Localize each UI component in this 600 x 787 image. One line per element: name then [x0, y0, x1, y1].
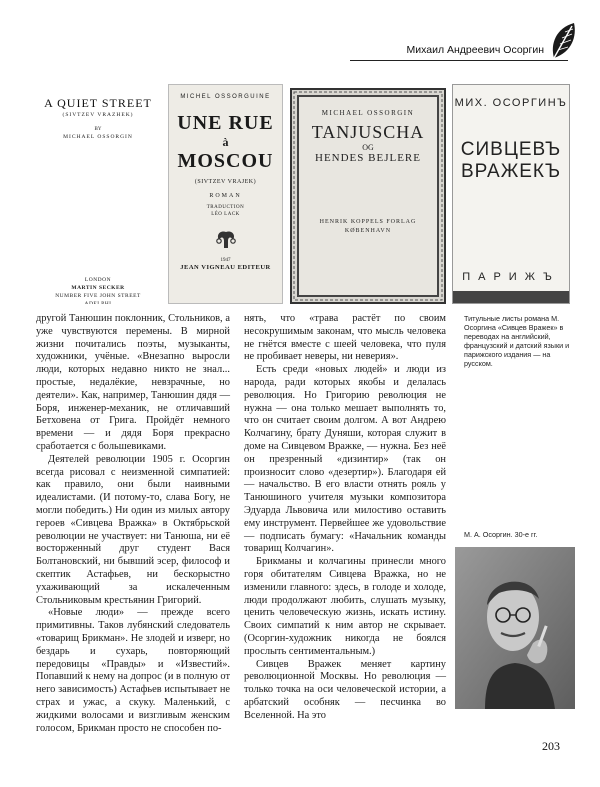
cover-english-city: LONDON: [84, 277, 112, 283]
cover-russian-title-2: ВРАЖЕКЪ: [460, 161, 562, 182]
header-rule: [350, 60, 568, 61]
cover-french-author: MICHEL OSSORGUINE: [180, 94, 271, 100]
cover-english-edition: [33, 84, 163, 304]
cover-english-publisher: MARTIN SECKER: [71, 285, 125, 291]
article-paragraph: «Новые люди» — прежде всего примитивны. Таков лубянский следователь «товарищ Брикман». Не злодей и изверг, но бездарь и сухарь, повторяющий передовицы «Правды» и «Известий». Попавший к нему на допрос (и в полную от него зависимость) Астафьев испытывает не страх и ужас, а скуку. Маленький, с жидкими волосами и визгливым женским голосом, Брикман просто не способен по-: [36, 607, 230, 734]
cover-french-translator: LÉO LACK: [211, 212, 240, 217]
cover-english-by: BY: [94, 127, 102, 132]
leaf-emblem-icon: [548, 20, 580, 62]
cover-french-publisher: JEAN VIGNEAU EDITEUR: [180, 264, 271, 271]
article-column-2: [244, 313, 446, 723]
page-number: 203: [542, 739, 560, 753]
cover-french-year: 1947: [220, 258, 231, 263]
cover-french-translation-label: TRADUCTION: [206, 205, 245, 210]
cover-danish-frame: [297, 95, 439, 297]
cover-danish-title: TANJUSCHA: [311, 122, 425, 142]
cover-english-place: ADELPHI: [84, 301, 112, 304]
cover-danish-publisher: HENRIK KOPPELS FORLAG: [319, 219, 417, 225]
cover-russian-edition: [452, 84, 570, 304]
cover-french-title-3: MOSCOU: [177, 150, 274, 172]
article-paragraph: Деятелей революции 1905 г. Осоргин всегда рисовал с неизменной симпатией: как правило, они были наивными идеалистами. (И потому-то, слава Богу, не могли победить.) Ни один из милых автору героев «Сивцева Вражка» в Октябрьской революции не участвует: ни Танюша, ни её восторженный друг студент Вася Болтановский, ни бывший эсер, философ и скептик Астафьев, ни бескорыстно ухаживающий за искалеченным Стольниковым крестьянин Григорий.: [36, 453, 230, 606]
cover-danish-title-2: HENDES BEJLERE: [315, 152, 421, 164]
article-column-1: [36, 313, 230, 735]
cover-english-author: MICHAEL OSSORGIN: [63, 134, 133, 140]
cover-french-subtitle: (SIVTZEV VRAJEK): [194, 179, 257, 185]
covers-caption: Титульные листы романа М. Осоргина «Сивцев Вражек» в переводах на английский, французский и датский языки и парижского издания — на русском.: [464, 314, 570, 368]
cover-danish-city: KØBENHAVN: [344, 228, 392, 234]
cover-french-title-2: à: [222, 135, 229, 149]
cover-french-edition: [168, 84, 283, 304]
cover-english-title: A QUIET STREET: [44, 96, 152, 110]
article-paragraph: другой Танюшин поклонник, Стольников, а уже чувствуются перемены. В мирной жизни почитались поэты, музыканты, художники, учёные. «Внезапно выросли люди, которых недавно никто не знал... простые, недалёкие, невзрачные, но деятели». Как, например, Танюшин дядя — Боря, инженер-механик, не отличавший Бетховена от Грига. Пройдёт немного времени — и дядя Боря прекрасно сработается с большевиками.: [36, 313, 230, 452]
running-header-author: Михаил Андреевич Осоргин: [406, 44, 544, 56]
cover-danish-author: MICHAEL OSSORGIN: [321, 109, 415, 117]
article-paragraph: нять, что «трава растёт по своим несокрушимым законам, что мысль человека не гнётся вместе с шеей человека, что пуля не пробивает неверы, ни неверия».: [244, 313, 446, 363]
article-paragraph: Брикманы и колчагины принесли много горя обитателям Сивцева Вражка, но не изменили главного: здесь, в голоде и холоде, люди продолжают любить, слушать музыку, ценить человеческую жизнь, искать истину. Своих симпатий к ним автор не скрывает. (Осоргин-художник никогда не боялся прослыть сентиментальным.): [244, 556, 446, 657]
cover-russian-title-1: СИВЦЕВЪ: [460, 139, 562, 160]
ram-emblem-icon: [211, 228, 241, 252]
photo-caption: М. А. Осоргин. 30-е гг.: [464, 530, 538, 539]
cover-danish-edition: [290, 88, 446, 304]
cover-danish-imprint: [299, 218, 437, 236]
cover-russian-city: ПАРИЖЪ: [462, 271, 560, 283]
cover-french-translation: [169, 204, 282, 218]
cover-russian-author: МИХ. ОСОРГИНЪ: [454, 97, 568, 109]
cover-russian-bar: [453, 291, 569, 304]
article-paragraph: Сивцев Вражек меняет картину революционной Москвы. Но революция — только точка на оси человеческой истории, а арбатский особняк — песчинка во Вселенной. На это: [244, 658, 446, 721]
cover-english-address: NUMBER FIVE JOHN STREET: [55, 293, 141, 299]
author-portrait-photo: [455, 547, 575, 709]
cover-french-title-1: UNE RUE: [177, 112, 274, 134]
cover-english-imprint: [33, 276, 163, 304]
cover-french-genre: ROMAN: [209, 193, 242, 199]
article-paragraph: Есть среди «новых людей» и люди из народа, ради которых якобы и делалась революция. Но Григорию революция не нужна — она только мешает выполнять то, что он считает своим долгом. А вот Андрею Колчагину, брату Дуняши, которая служит в доме на Сивцевом Вражке, — нужна. Без неё он презренный «дизинтир» (так он произносит слово «дезертир»). Благодаря ей — начальство. В его власти отнять рояль у Танюшиного учителя музыки композитора Эдуарда Львовича или милостиво оставить ему инструмент. Первейшее же удовольствие — подписать бумагу: «Начальник команды товарищ Колчагин».: [244, 364, 446, 555]
cover-danish-og: OG: [362, 143, 374, 152]
cover-english-subtitle: (SIVTZEV VRAZHEK): [62, 112, 134, 118]
